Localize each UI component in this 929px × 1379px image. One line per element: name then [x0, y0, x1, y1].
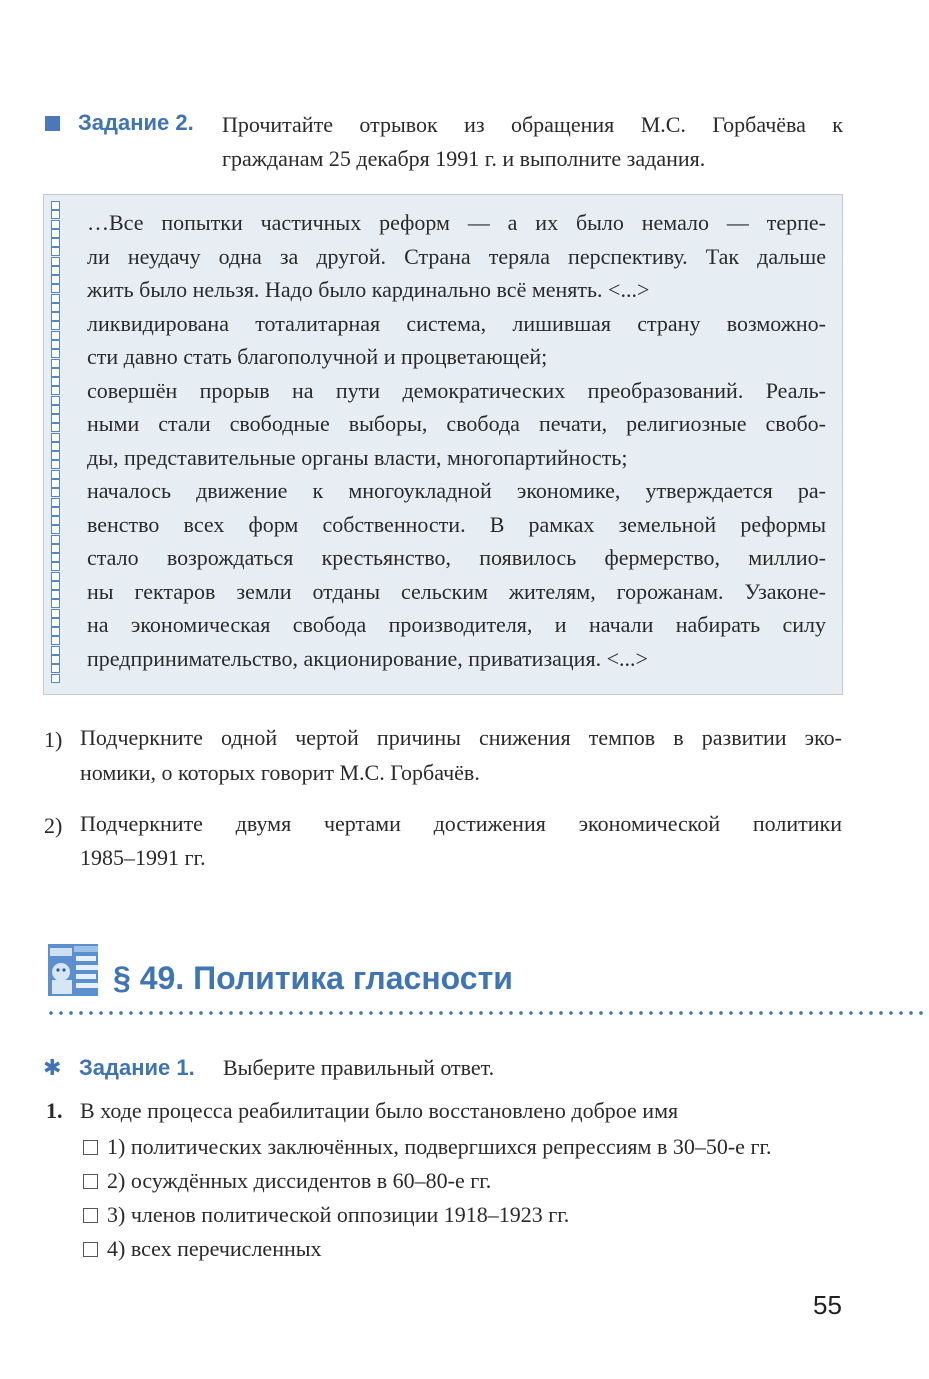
border-square-icon [51, 340, 60, 349]
quote-line: совершён прорыв на пути демократических преобразований. Реаль- [87, 377, 826, 403]
task1-instruction: Выберите правильный ответ. [223, 1055, 495, 1080]
border-square-icon [51, 368, 60, 377]
border-square-icon [51, 460, 60, 469]
checkbox[interactable] [83, 1174, 98, 1189]
quote-line: ли неудачу одна за другой. Страна теряла перспективу. Так дальше [87, 243, 826, 269]
task1-question-text: В ходе процесса реабилитации было восстановлено доброе имя [80, 1098, 679, 1123]
checkbox[interactable] [83, 1242, 98, 1257]
border-square-icon [51, 331, 60, 340]
quote-line: …Все попытки частичных реформ — а их было немало — терпе- [87, 210, 826, 235]
answer-option[interactable] [83, 1202, 569, 1228]
border-square-icon [51, 284, 60, 293]
border-square-icon [51, 609, 60, 618]
question-number: 2) [44, 813, 63, 838]
quote-line: ными стали свободные выборы, свобода печати, религиозные свобо- [87, 411, 826, 436]
border-square-icon [51, 349, 60, 358]
border-square-icon [51, 627, 60, 636]
border-square-icon [51, 377, 60, 386]
border-square-icon [51, 590, 60, 599]
border-square-icon [51, 498, 60, 507]
border-square-icon [51, 525, 60, 534]
task1-question-number: 1. [46, 1098, 63, 1123]
border-square-icon [51, 451, 60, 460]
border-square-icon [51, 562, 60, 571]
quote-text [87, 206, 826, 675]
border-square-icon [51, 442, 60, 451]
answer-option-label: 2) осуждённых диссидентов в 60–80-е гг. [107, 1168, 492, 1193]
question-text-line1: Подчеркните одной чертой причины снижения темпов в развитии эко- [80, 725, 842, 750]
question-text-line1: Подчеркните двумя чертами достижения экономической политики [80, 811, 842, 836]
checkbox[interactable] [83, 1140, 98, 1155]
border-square-icon [51, 488, 60, 497]
border-square-icon [51, 201, 60, 210]
quote-line: жить было нельзя. Надо было кардинально всё менять. <...> [87, 277, 650, 302]
border-square-icon [51, 516, 60, 525]
border-square-icon [51, 238, 60, 247]
checkbox[interactable] [83, 1208, 98, 1223]
question-text-line2: 1985–1991 гг. [80, 845, 206, 870]
task2-label: Задание 2. [78, 110, 194, 135]
border-square-icon [51, 470, 60, 479]
border-square-icon [51, 535, 60, 544]
border-square-icon [51, 479, 60, 488]
border-square-icon [51, 664, 60, 673]
quote-line: ды, представительные органы власти, многопартийность; [87, 444, 628, 470]
question-text-line2: номики, о которых говорит М.С. Горбачёв. [80, 760, 480, 785]
quote-line: венство всех форм собственности. В рамках земельной реформы [87, 511, 826, 537]
section-title: § 49. Политика гласности [113, 960, 513, 996]
border-square-icon [51, 294, 60, 303]
border-square-icon [51, 396, 60, 405]
border-square-icon [51, 618, 60, 627]
border-square-icon [51, 247, 60, 256]
task2-instruction-line2: гражданам 25 декабря 1991 г. и выполните задания. [222, 146, 706, 171]
section-icon [46, 942, 100, 998]
border-square-icon [51, 655, 60, 664]
task1-label: Задание 1. [79, 1055, 195, 1080]
page-number: 55 [813, 1290, 842, 1320]
quote-line: стало возрождаться крестьянство, появилось фермерство, миллио- [87, 545, 826, 570]
border-square-icon [51, 266, 60, 275]
quote-line: сти давно стать благополучной и процветающей; [87, 344, 548, 369]
border-square-icon [51, 210, 60, 219]
border-square-icon [51, 303, 60, 312]
quote-line: ны гектаров земли отданы сельским жителям, горожанам. Узаконе- [87, 578, 826, 604]
quote-line: ликвидирована тоталитарная система, лишившая страну возможно- [87, 310, 826, 336]
task2-instruction-line1: Прочитайте отрывок из обращения М.С. Горбачёва к [222, 112, 843, 137]
border-square-icon [51, 544, 60, 553]
border-square-icon [51, 599, 60, 608]
border-square-icon [51, 414, 60, 423]
border-square-icon [51, 405, 60, 414]
border-square-icon [51, 572, 60, 581]
border-square-icon [51, 321, 60, 330]
quote-border-decoration [51, 201, 63, 683]
border-square-icon [51, 646, 60, 655]
border-square-icon [51, 674, 60, 683]
border-square-icon [51, 312, 60, 321]
answer-option[interactable] [83, 1168, 491, 1194]
border-square-icon [51, 507, 60, 516]
answer-option[interactable] [83, 1236, 322, 1262]
answer-option[interactable] [83, 1134, 772, 1160]
border-square-icon [51, 386, 60, 395]
answer-option-label: 4) всех перечисленных [107, 1236, 322, 1261]
border-square-icon [51, 636, 60, 645]
border-square-icon [51, 433, 60, 442]
question-number: 1) [44, 727, 63, 752]
quote-line: на экономическая свобода производителя, и начали набирать силу [87, 612, 826, 637]
border-square-icon [51, 220, 60, 229]
answer-option-label: 3) членов политической оппозиции 1918–1923 гг. [107, 1202, 570, 1227]
quote-line: началось движение к многоукладной экономике, утверждается ра- [87, 478, 826, 503]
border-square-icon [51, 359, 60, 368]
section-divider [46, 1011, 929, 1015]
border-square-icon [51, 553, 60, 562]
answer-option-label: 1) политических заключённых, подвергшихся репрессиям в 30–50-е гг. [107, 1134, 772, 1159]
border-square-icon [51, 257, 60, 266]
border-square-icon [51, 229, 60, 238]
quote-line: предпринимательство, акционирование, приватизация. <...> [87, 645, 648, 671]
asterisk-icon: ✱ [43, 1056, 62, 1081]
task-marker-icon [45, 116, 60, 131]
border-square-icon [51, 275, 60, 284]
border-square-icon [51, 423, 60, 432]
border-square-icon [51, 581, 60, 590]
